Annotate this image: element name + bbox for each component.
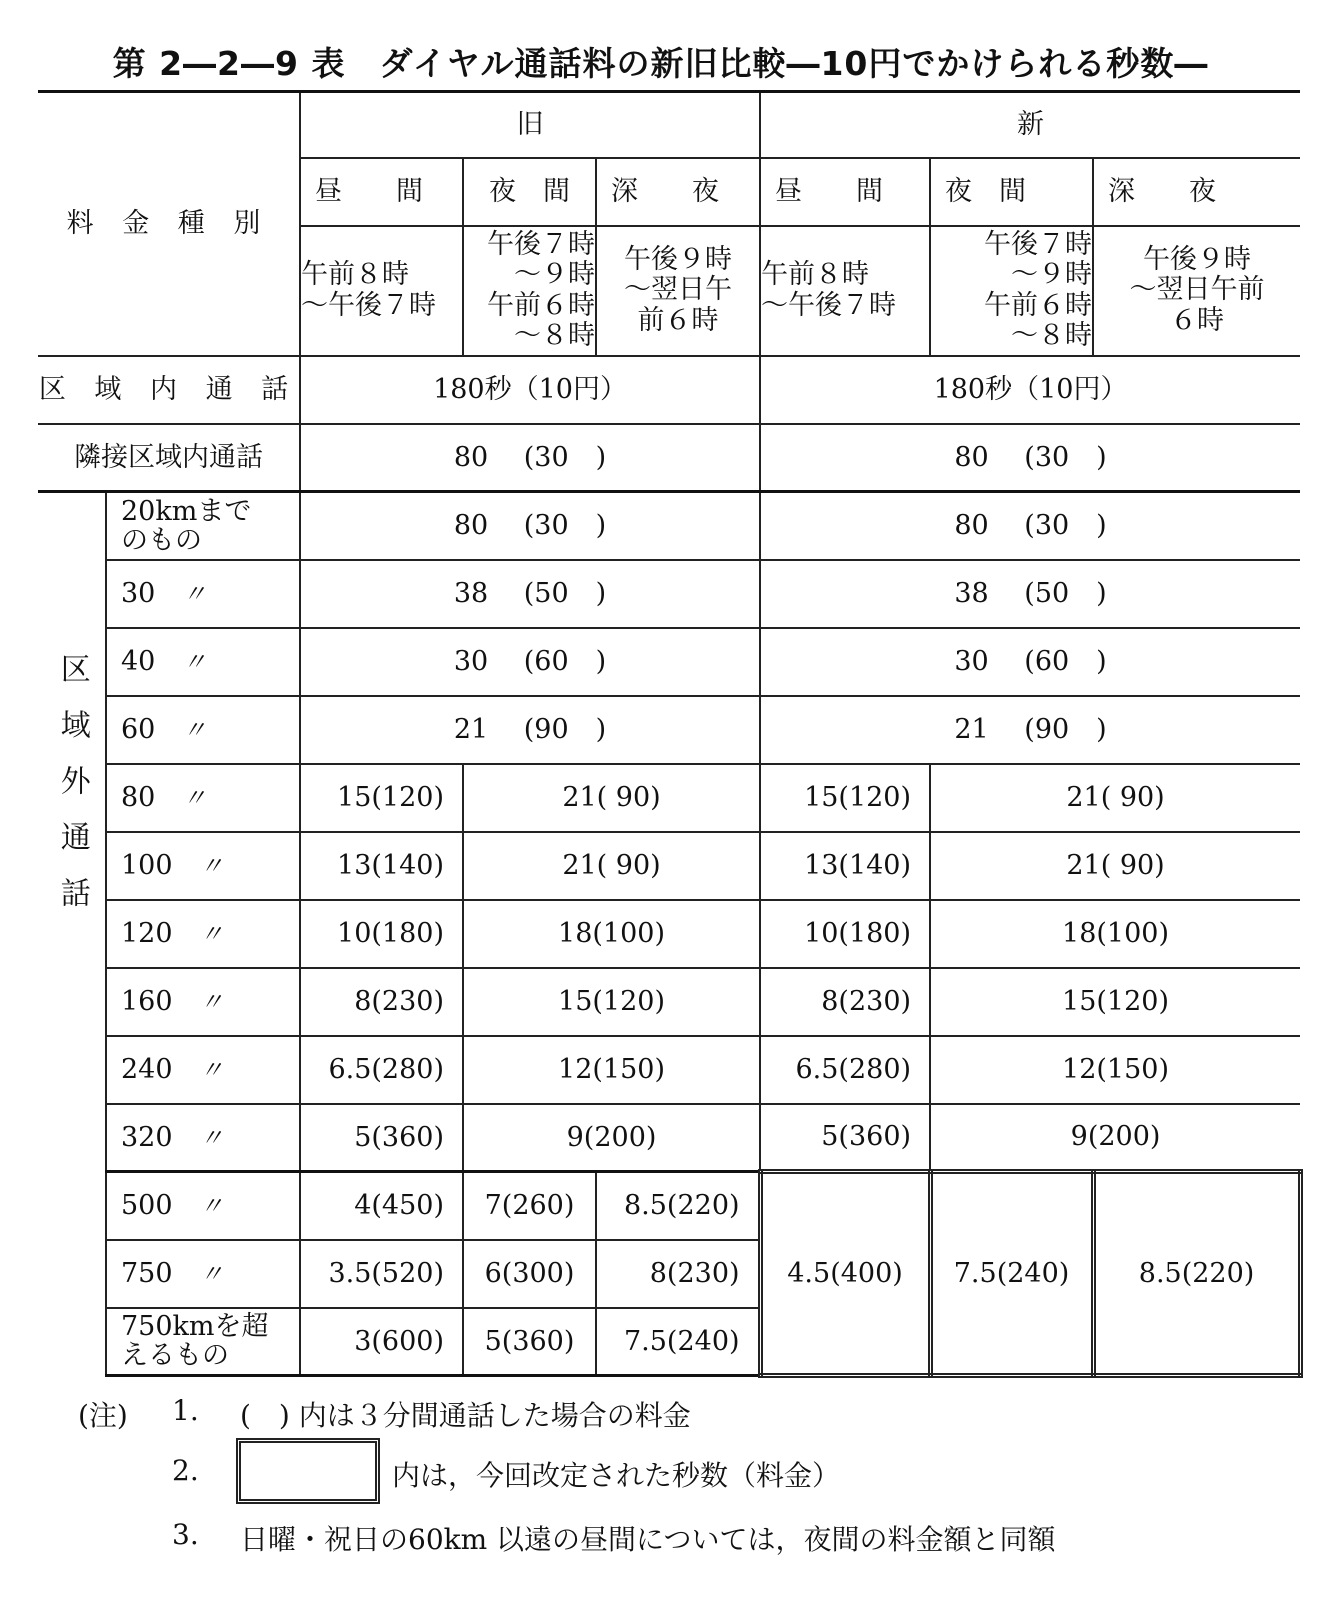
old-day-value: 3.5(520) — [300, 1240, 463, 1308]
new-evening-header: 夜 間 — [930, 158, 1093, 226]
new-long-evening: 7.5(240) — [930, 1172, 1093, 1376]
old-day-value: 13(140) — [300, 832, 463, 900]
old-night-header: 深 夜 — [596, 158, 760, 226]
new-other-value: 12(150) — [930, 1036, 1300, 1104]
new-night-header: 深 夜 — [1093, 158, 1300, 226]
old-day-header: 昼 間 — [300, 158, 463, 226]
new-night-time: 午後９時 ～翌日午前 ６時 — [1093, 226, 1300, 356]
note-1-text: ( ) 内は３分間通話した場合の料金 — [240, 1399, 691, 1432]
new-day-value: 10(180) — [760, 900, 930, 968]
uniform-old: 80 (30 ) — [300, 492, 760, 560]
new-day-time: 午前８時 ～午後７時 — [760, 226, 930, 356]
outside-call-label: 区域外通話 — [54, 653, 90, 933]
uniform-new: 21 (90 ) — [760, 696, 1300, 764]
distance-label: 40 〃 — [106, 628, 300, 696]
distance-label: 60 〃 — [106, 696, 300, 764]
old-other-value: 21( 90) — [463, 832, 760, 900]
note-3-text: 日曜・祝日の60km 以遠の昼間については，夜間の料金額と同額 — [240, 1523, 1056, 1556]
new-evening-time: 午後７時 ～９時 午前６時 ～８時 — [930, 226, 1093, 356]
distance-label: 100 〃 — [106, 832, 300, 900]
new-day-value: 5(360) — [760, 1104, 930, 1172]
old-evening-value: 6(300) — [463, 1240, 596, 1308]
old-day-time: 午前８時 ～午後７時 — [300, 226, 463, 356]
adjacent-call-new: 80 (30 ) — [954, 441, 1107, 473]
new-long-day: 4.5(400) — [760, 1172, 930, 1376]
new-day-value: 15(120) — [760, 764, 930, 832]
distance-label: 160 〃 — [106, 968, 300, 1036]
old-day-value: 4(450) — [300, 1172, 463, 1240]
old-day-value: 6.5(280) — [300, 1036, 463, 1104]
old-evening-value: 5(360) — [463, 1308, 596, 1376]
new-long-night: 8.5(220) — [1093, 1172, 1300, 1376]
uniform-old: 21 (90 ) — [300, 696, 760, 764]
old-header: 旧 — [300, 92, 760, 158]
note-prefix: (注) — [78, 1399, 128, 1432]
new-day-header: 昼 間 — [760, 158, 930, 226]
distance-label: 750kmを超 えるもの — [106, 1308, 300, 1376]
table-title: 第 2―2―9 表 ダイヤル通話料の新旧比較―10円でかけられる秒数― — [112, 44, 1209, 83]
note-3-number: 3. — [172, 1518, 199, 1551]
new-value-legend-box — [236, 1438, 380, 1504]
note-2-text: 内は，今回改定された秒数（料金） — [392, 1459, 841, 1492]
distance-label: 500 〃 — [106, 1172, 300, 1240]
old-night-value: 8(230) — [596, 1240, 760, 1308]
old-evening-time: 午後７時 ～９時 午前６時 ～８時 — [463, 226, 596, 356]
uniform-old: 38 (50 ) — [300, 560, 760, 628]
rate-comparison-table — [38, 90, 1303, 1378]
adjacent-call-label: 隣接区域内通話 — [38, 424, 300, 492]
note-2-number: 2. — [172, 1454, 199, 1487]
old-day-value: 10(180) — [300, 900, 463, 968]
new-day-value: 13(140) — [760, 832, 930, 900]
adjacent-call-old: 80 (30 ) — [300, 424, 760, 492]
new-other-value: 21( 90) — [930, 832, 1300, 900]
distance-label: 240 〃 — [106, 1036, 300, 1104]
old-other-value: 15(120) — [463, 968, 760, 1036]
local-call-label: 区 域 内 通 話 — [38, 356, 300, 424]
uniform-old: 30 (60 ) — [300, 628, 760, 696]
old-night-time: 午後９時 ～翌日午 前６時 — [596, 226, 760, 356]
old-day-value: 15(120) — [300, 764, 463, 832]
distance-label: 120 〃 — [106, 900, 300, 968]
note-1-number: 1. — [172, 1394, 199, 1427]
new-other-value: 21( 90) — [930, 764, 1300, 832]
local-call-old: 180秒（10円） — [300, 356, 760, 424]
uniform-new: 80 (30 ) — [760, 492, 1300, 560]
distance-label: 80 〃 — [106, 764, 300, 832]
new-day-value: 6.5(280) — [760, 1036, 930, 1104]
old-other-value: 18(100) — [463, 900, 760, 968]
old-day-value: 5(360) — [300, 1104, 463, 1172]
old-evening-value: 7(260) — [463, 1172, 596, 1240]
uniform-new: 30 (60 ) — [760, 628, 1300, 696]
new-other-value: 15(120) — [930, 968, 1300, 1036]
uniform-new: 38 (50 ) — [760, 560, 1300, 628]
distance-label: 320 〃 — [106, 1104, 300, 1172]
old-day-value: 3(600) — [300, 1308, 463, 1376]
new-day-value: 8(230) — [760, 968, 930, 1036]
old-night-value: 8.5(220) — [596, 1172, 760, 1240]
rate-type-header: 料 金 種 別 — [38, 92, 300, 356]
old-other-value: 21( 90) — [463, 764, 760, 832]
new-other-value: 9(200) — [1070, 1121, 1161, 1153]
new-header: 新 — [760, 92, 1300, 158]
old-day-value: 8(230) — [300, 968, 463, 1036]
old-other-value: 9(200) — [463, 1104, 760, 1172]
old-other-value: 12(150) — [463, 1036, 760, 1104]
distance-label: 30 〃 — [106, 560, 300, 628]
local-call-new: 180秒（10円） — [760, 356, 1300, 424]
old-night-value: 7.5(240) — [596, 1308, 760, 1376]
distance-label: 750 〃 — [106, 1240, 300, 1308]
new-other-value: 18(100) — [930, 900, 1300, 968]
distance-label: 20kmまで のもの — [106, 492, 300, 560]
old-evening-header: 夜 間 — [463, 158, 596, 226]
